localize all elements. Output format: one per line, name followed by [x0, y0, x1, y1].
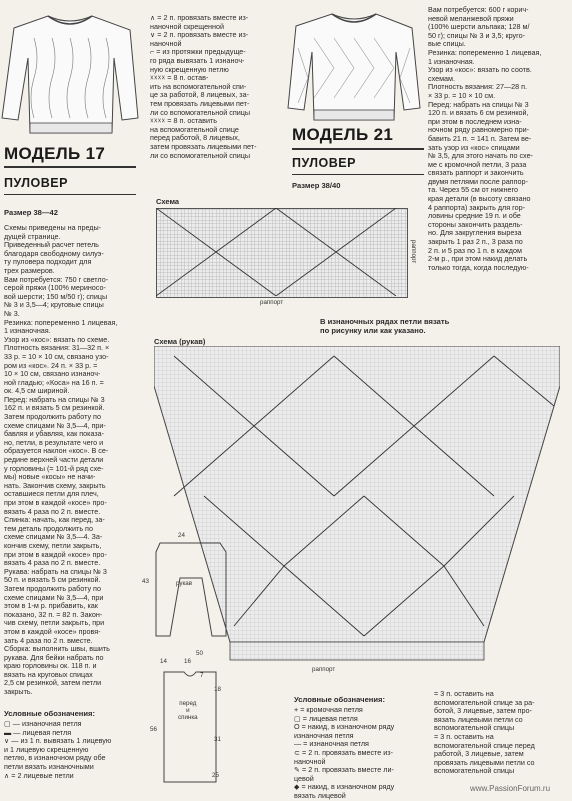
model21-legend-right: = 3 п. оставить на вспомогательной спице за ра- ботой, 3 лицевые, затем про- вязать лицевыми петли со вспомогательной спицы = 3 п. оставить на вспомогательной спице перед работой, 3 лицевые, затем провязать лицевыми петли со вспомогательной спицы: [434, 689, 535, 776]
dim-43: 43: [142, 578, 149, 585]
dim-24: 24: [178, 532, 185, 539]
scheme-side-label: раппорт: [410, 240, 417, 264]
sleeve-pattern-piece: [150, 538, 232, 648]
sleeve-piece-label: рукав: [176, 580, 193, 587]
model21-body: Вам потребуется: 600 г корич- невой меланжевой пряжи (100% шерсти альпака; 128 м/ 50 г); спицы № 3 и 3,5; круго- вые спицы. Резинка: попеременно 1 лицевая, 1 изнаночная. Узор из «кос»: вязать по соотв. схемам. Плотность вязания: 27—28 п. × 33 р. = 10 × 10 см. Перед: набрать на спицы № 3 120 п. и вязать 6 см резинкой, при этом в последнем изна- ночном ряду равномерно при- бавить 21 п. = 141 п. Затем ве- зать узор из «кос» спицами № 3,5, для этого начать по схе- ме с кромочной петли, 3 раза связать раппорт и закончить двумя петлями после раппор- та. Через 55 см от нижнего края детали (в высоту связано 4 раппорта) закрыть для гор- ловины средние 19 п. и обе стороны закончить раздель- но. Для закругления выреза закрыть 1 раз 2 п., 3 раза по 2 п. и 5 раз по 1 п. в каждом 2-м р., при этом накид делать только тогда, когда последую-: [428, 5, 542, 272]
model21-subtitle-rule: [292, 174, 424, 175]
front-back-pattern-piece: [160, 666, 220, 786]
model21-size: Размер 38/40: [292, 181, 341, 190]
model17-subtitle-rule: [4, 194, 136, 195]
model17-body: Схемы приведены на преды- дущей странице. Приведенный расчет петель благодаря свободному силуэ- ту пуловера подходит для трех размеров. Вам потребуется: 750 г светло- серой пряжи (100% мериносо- вой шерсти; 150 м/50 г); спицы № 3 и 3,5—4; круговые спицы № 3. Резинка: попеременно 1 лицевая, 1 изнаночная. Узор из «кос»: вязать по схеме. Плотность вязания: 31—32 п. × 33 р. = 10 × 10 см, связано узо- ром из «кос». 24 п. × 33 р. = 10 × 10 см, связано изнаноч- ной гладью; «Коса» на 16 п. = ок. 4,5 см шириной. Перед: набрать на спицы № 3 162 п. и вязать 5 см резинкой. Затем продолжить работу по схеме спицами № 3,5—4, при- бавляя и убавляя, как показа- но, петли, в результате чего и образуется наклон «кос». В се- редине верхней части детали у горловины (= 101-й ряд схе- мы) новые «косы» не начи- нать. Закончив схему, закрыть оставшиеся петли для плеч, при этом в каждой «косе» про- вязать 4 раза по 2 п. вместе. Спинка: начать, как перед, за- тем деталь продолжить по схеме спицами № 3,5—4. За- кончив схему, петли закрыть, при этом в каждой «косе» про- вязать 4 раза по 2 п. вместе. Рукава: набрать на спицы № 3 50 п. и вязать 5 см резинкой. Затем продолжить работу по схеме спицами № 3,5—4, при этом в 1-м р. прибавить, как показано, 32 п. = 82 п. Закон- чив схему, петли закрыть, при этом в каждой «косе» провя- зать 4 раза по 2 п. вместе. Сборка: выполнить швы, вшить рукава. Для бейки набрать по краю горловины ок. 118 п. и вязать на круговых спицах 2,5 см резинкой, затем петли закрыть.: [4, 223, 118, 697]
sleeve-raport-label: раппорт: [312, 666, 336, 673]
model17-subtitle: ПУЛОВЕР: [4, 176, 68, 190]
model17-legend-title: Условные обозначения:: [4, 709, 96, 718]
scheme-chart-pattern: [156, 208, 406, 296]
sleeve-note: В изнаночных рядах петли вязать по рисунку или как указано.: [320, 317, 450, 335]
watermark: www.PassionForum.ru: [470, 784, 551, 793]
scheme-label: Схема: [156, 197, 180, 206]
model17-legend-continued: ∧ = 2 п. провязать вместе из- наночной скрещенной ∨ = 2 п. провязать вместе из- наночной ⌐ = из протяжки предыдуще- го ряда вывязать 1 изнаноч- ную скрещенную петлю ☓☓☓☓ = 8 п. остав- ить на вспомогательной спи- це за работой, 8 лицевых, за- тем провязать лицевыми пет- ли со вспомогательной спицы ☓☓☓☓ = 8 п. оставить на вспомогательной спице перед работой, 8 лицевых, затем провязать лицевыми пет- ли со вспомогательной спицы: [150, 13, 257, 160]
dim-25: 25: [212, 772, 219, 779]
model17-title: МОДЕЛЬ 17: [4, 144, 106, 163]
model21-title: МОДЕЛЬ 21: [292, 125, 394, 144]
model21-legend-title: Условные обозначения:: [294, 695, 386, 704]
dim-7: 7: [200, 672, 204, 679]
dim-31: 31: [214, 736, 221, 743]
dim-16: 16: [184, 658, 191, 665]
front-back-label: перед и спинка: [178, 700, 198, 721]
dim-50: 50: [196, 650, 203, 657]
sweater-17-illustration: [0, 8, 140, 138]
model21-legend: + = кромочная петля ▢ = лицевая петля O = накид, в изнаночном ряду изнаночная петля — = изнаночная петля ⊂ = 2 п. провязать вместе из- наночной ✎ = 2 п. провязать вместе ли- цевой ◆ = накид, в изнаночном ряду вязать лицевой: [294, 705, 395, 800]
scheme-raport-label: раппорт: [260, 299, 284, 306]
dim-18: 18: [214, 686, 221, 693]
model21-subtitle: ПУЛОВЕР: [292, 156, 356, 170]
model17-size: Размер 38—42: [4, 208, 58, 217]
sweater-21-illustration: [284, 8, 424, 123]
model21-title-rule: [292, 148, 424, 150]
model17-title-rule: [4, 166, 136, 168]
model17-legend: ▢ — изнаночная петля ▬ — лицевая петля ∨ — из 1 п. вывязать 1 лицевую и 1 лицевую скрещенную петлю, в изнаночном ряду обе петли вязать изнаночными ∧ = 2 лицевые петли: [4, 719, 112, 780]
sleeve-scheme-label: Схема (рукав): [154, 337, 206, 346]
dim-56: 56: [150, 726, 157, 733]
dim-14: 14: [160, 658, 167, 665]
